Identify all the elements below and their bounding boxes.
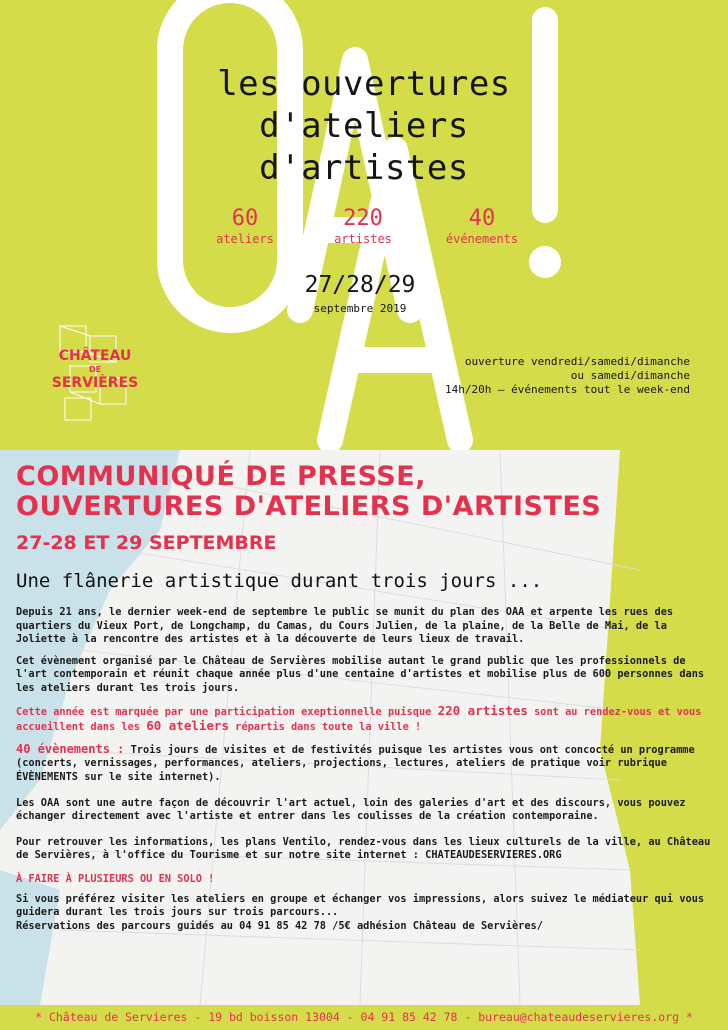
participation-text-3: répartis dans toute la ville !: [228, 721, 422, 734]
event-dates: 27/28/29: [304, 272, 416, 298]
stat-label: ateliers: [216, 232, 274, 246]
paragraph-organisation: Cet évènement organisé par le Château de Servières mobilise autant le grand public que les professionnels de l'art contemporain et réunit chaque année plus d'une centaine d'artistes et mobilise plus de 600 personnes dans les ateliers durant les trois jours.: [16, 654, 705, 694]
stat-label: événements: [445, 232, 519, 246]
paragraph-discover: Les OAA sont une autre façon de découvrir l'art actuel, loin des galeries d'art et des discours, vous pouvez échanger directement avec l'artiste et entrer dans les coulisses de la création contemporaine.: [16, 796, 686, 823]
title-line-3: d'artistes: [259, 148, 469, 188]
stat-number: 220: [343, 206, 383, 231]
stat-evenements: [432, 206, 532, 246]
events-count-label: 40 évènements :: [16, 741, 125, 756]
logo-line-2: DE: [88, 365, 102, 374]
chateau-logo: [50, 318, 140, 428]
hours-line-1: ouverture vendredi/samedi/dimanche: [464, 355, 690, 368]
paragraph-guided-tours: Si vous préférez visiter les ateliers en groupe et échanger vos impressions, alors suivez le médiateur qui vous guidera durant les trois jours sur trois parcours...: [16, 892, 705, 919]
headline-1: COMMUNIQUÉ DE PRESSE,: [16, 461, 426, 492]
press-release-content: [16, 462, 716, 933]
participation-artists-count: 220 artistes: [437, 702, 528, 718]
footer-contact: * Château de Servieres - 19 bd boisson 13004 - 04 91 85 42 78 - bureau@chateaudeservieres.org *: [0, 1005, 728, 1030]
headline-2: OUVERTURES D'ATELIERS D'ARTISTES: [16, 491, 602, 522]
paragraph-intro: Depuis 21 ans, le dernier week-end de septembre le public se munit du plan des OAA et arpente les rues des quartiers du Vieux Port, de Longchamp, du Camas, du Cours Julien, de la plaine, de la Belle de Mai, de la Joliette à la rencontre des artistes et à la découverte de leurs lieux de travail.: [16, 606, 674, 646]
participation-text-2: sont au rendez-vous et vous accueillent dans les: [16, 705, 702, 734]
tagline: Une flânerie artistique durant trois jours ...: [16, 570, 543, 592]
logo-line-3: SERVIÈRES: [51, 375, 139, 391]
stat-label: artistes: [334, 232, 392, 246]
paragraph-reservations: Réservations des parcours guidés au 04 91 85 42 78 /5€ adhésion Château de Servières/: [16, 919, 543, 932]
paragraph-participation: [16, 704, 716, 735]
participation-ateliers-count: 60 ateliers: [146, 718, 229, 734]
info-text: Pour retrouver les informations, les plans Ventilo, rendez-vous dans les lieux culturels de la ville, au Château de Servières, à l'office du Tourisme et sur notre site internet :: [16, 835, 711, 862]
stat-ateliers: [200, 206, 290, 246]
guided-tours-heading: À FAIRE À PLUSIEURS OU EN SOLO !: [16, 872, 215, 885]
title-line-2: d'ateliers: [259, 106, 469, 146]
title-line-1: les ouvertures: [217, 64, 511, 104]
event-date-sub: septembre 2019: [313, 302, 407, 315]
subheadline-dates: 27-28 ET 29 SEPTEMBRE: [16, 532, 277, 554]
logo-line-1: CHÂTEAU: [58, 348, 132, 364]
hours-line-2: ou samedi/dimanche: [570, 369, 690, 382]
stat-artistes: [318, 206, 408, 246]
paragraph-events: [16, 743, 716, 785]
stat-number: 40: [468, 206, 496, 231]
participation-text-1: Cette année est marquée par une participation exeptionnelle puisque: [16, 705, 438, 718]
website-link[interactable]: CHATEAUDESERVIERES.ORG: [425, 849, 562, 862]
hours-line-3: 14h/20h — événements tout le week-end: [444, 383, 690, 396]
stat-number: 60: [231, 206, 259, 231]
events-description: Trois jours de visites et de festivités puisque les artistes vous ont concocté un programme (concerts, vernissages, performances, ateliers, projections, lectures, ateliers de pratique voir rubrique ÉVÈNEMENTS sur le site internet).: [16, 743, 695, 783]
paragraph-info: [16, 836, 716, 863]
